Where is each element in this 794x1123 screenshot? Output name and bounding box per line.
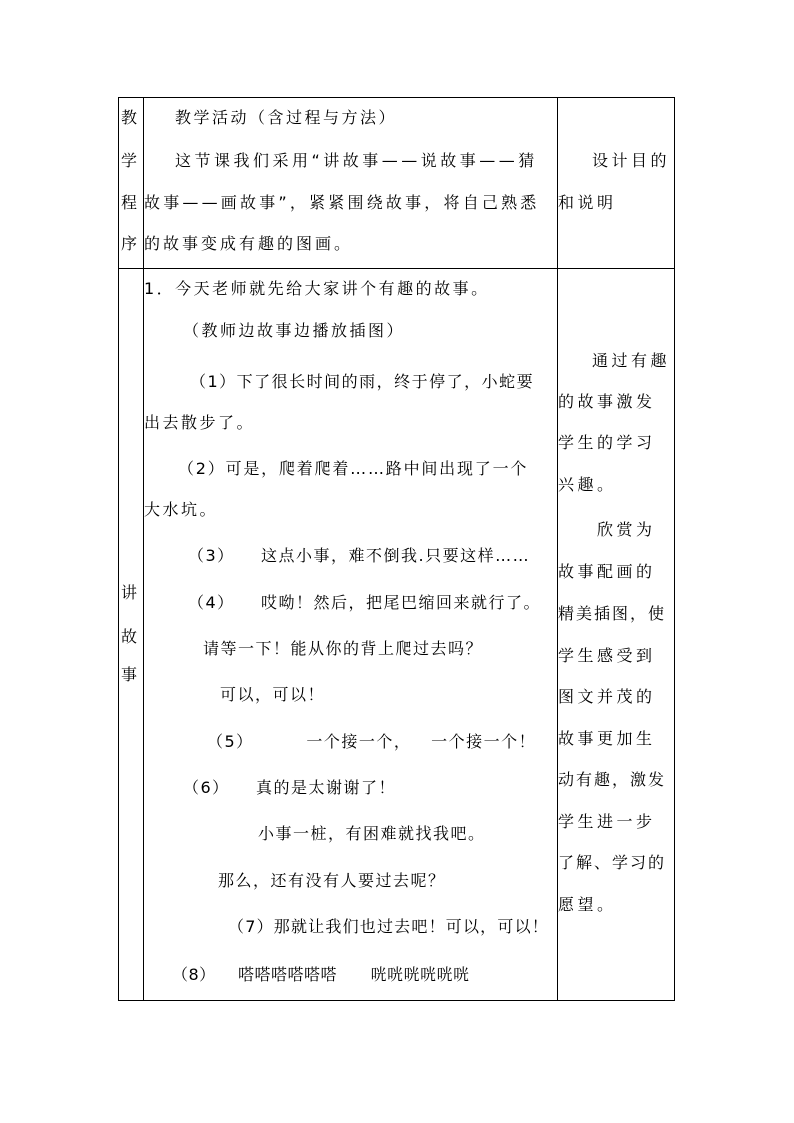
row-label-char: 序 [121, 234, 140, 253]
story-line: 出去散步了。 [144, 413, 256, 432]
table-border-top [118, 97, 675, 98]
intro-text-line: 这节课我们采用“讲故事——说故事——猜 [175, 151, 538, 170]
row-divider [118, 268, 675, 269]
story-line: （3） 这点小事，难不倒我.只要这样…… [188, 546, 531, 565]
purpose-line: 动有趣，激发 [558, 770, 667, 789]
column-divider [143, 97, 144, 1001]
row-label-char: 程 [121, 193, 140, 212]
row-label-char: 讲 [121, 583, 140, 602]
intro-text-line: 的故事变成有趣的图画。 [144, 234, 354, 253]
purpose-line: 兴趣。 [558, 475, 617, 494]
story-line: 那么，还有没有人要过去呢？ [218, 871, 446, 890]
purpose-line: 故事更加生 [558, 729, 656, 748]
purpose-line: 学生的学习 [558, 433, 656, 452]
story-line: （5） 一个接一个， 一个接一个！ [207, 732, 537, 751]
purpose-line: 愿望。 [558, 895, 617, 914]
purpose-line: 了解、学习的 [558, 853, 667, 872]
activity-heading: 教学活动（含过程与方法） [175, 108, 398, 127]
intro-text-line: 故事——画故事”，紧紧围绕故事，将自己熟悉 [144, 193, 540, 212]
story-line: （6） 真的是太谢谢了！ [183, 778, 397, 797]
story-line: （7）那就让我们也过去吧！可以，可以！ [228, 917, 549, 936]
story-line: 大水坑。 [144, 500, 219, 519]
story-line: 请等一下！能从你的背上爬过去吗？ [203, 639, 484, 658]
design-purpose-heading: 和说明 [558, 193, 617, 212]
purpose-line: 学生进一步 [558, 812, 656, 831]
row-label-char: 学 [121, 151, 140, 170]
purpose-line: 的故事激发 [558, 392, 656, 411]
purpose-line: 通过有趣 [592, 351, 671, 370]
story-line: （4） 哎呦！然后，把尾巴缩回来就行了。 [188, 593, 542, 612]
row-label-char: 教 [121, 108, 140, 127]
purpose-line: 图文并茂的 [558, 687, 656, 706]
story-line: 小事一桩，有困难就找我吧。 [258, 824, 486, 843]
row-label-char: 事 [121, 665, 140, 684]
story-line: （2）可是，爬着爬着……路中间出现了一个 [178, 459, 529, 478]
story-line: （8） 嗒嗒嗒嗒嗒嗒 咣咣咣咣咣咣 [172, 965, 470, 984]
design-purpose-heading: 设计目的 [592, 151, 671, 170]
story-line: 1．今天老师就先给大家讲个有趣的故事。 [144, 279, 490, 298]
story-line: 可以，可以！ [220, 685, 326, 704]
purpose-line: 学生感受到 [558, 646, 656, 665]
row-label-char: 故 [121, 627, 140, 646]
purpose-line: 精美插图，使 [558, 604, 667, 623]
table-border-left [118, 97, 119, 1001]
table-border-right [674, 97, 675, 1001]
purpose-line: 故事配画的 [558, 562, 656, 581]
table-border-bottom [118, 1000, 675, 1001]
story-line: （1）下了很长时间的雨，终于停了，小蛇要 [190, 372, 535, 391]
purpose-line: 欣赏为 [597, 520, 656, 539]
story-line: （教师边故事边播放插图） [183, 321, 406, 340]
